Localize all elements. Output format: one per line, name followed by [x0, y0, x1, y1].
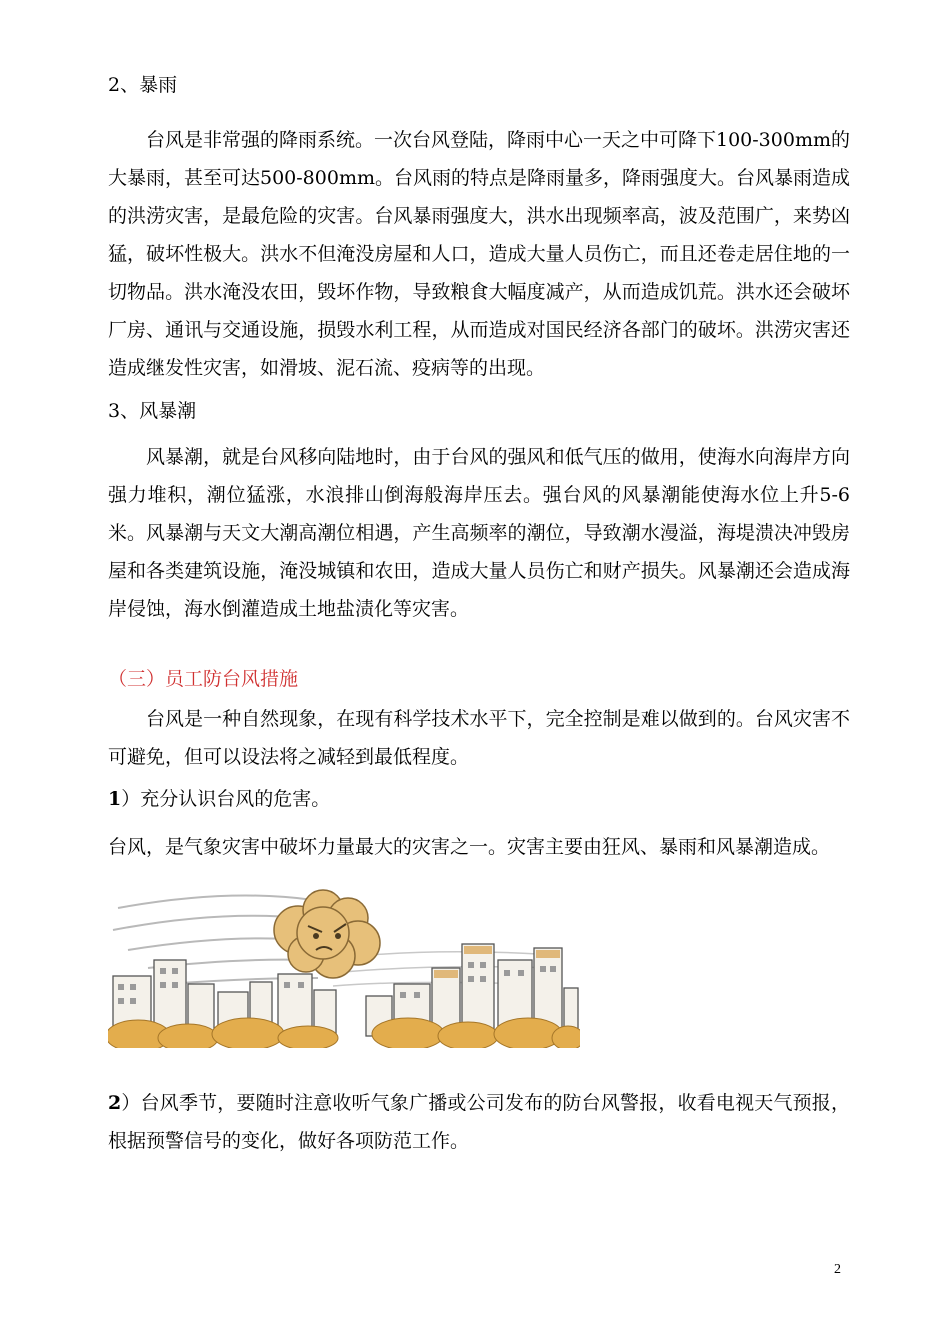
page-number: 2	[834, 1262, 841, 1277]
item-1-number: 1	[108, 788, 122, 810]
item-1-body: 台风，是气象灾害中破坏力量最大的灾害之一。灾害主要由狂风、暴雨和风暴潮造成。	[108, 836, 831, 858]
rain-paragraph: 台风是非常强的降雨系统。一次台风登陆，降雨中心一天之中可降下100-300mm的大暴雨，甚至可达500-800mm。台风雨的特点是降雨量多，降雨强度大。台风暴雨造成的洪涝灾害，是最危险的灾害。台风暴雨强度大，洪水出现频率高，波及范围广，来势凶猛，破坏性极大。洪水不但淹没房屋和人口，造成大量人员伤亡，而且还卷走居住地的一切物品。洪水淹没农田，毁坏作物，导致粮食大幅度减产，从而造成饥荒。洪水还会破坏厂房、通讯与交通设施，损毁水利工程，从而造成对国民经济各部门的破坏。洪涝灾害还造成继发性灾害，如滑坡、泥石流、疫病等的出现。	[108, 129, 850, 379]
item-2-text: ）台风季节，要随时注意收听气象广播或公司发布的防台风警报，收看电视天气预报，根据预警信号的变化，做好各项防范工作。	[108, 1092, 850, 1152]
measures-intro: 台风是一种自然现象，在现有科学技术水平下，完全控制是难以做到的。台风灾害不可避免，但可以设法将之减轻到最低程度。	[108, 708, 850, 768]
measures-heading: （三）员工防台风措施	[108, 668, 299, 690]
item-2-number: 2	[108, 1092, 122, 1114]
rain-heading: 2、暴雨	[108, 74, 178, 96]
item-1-title: ）充分认识台风的危害。	[121, 788, 331, 810]
item-1	[108, 784, 330, 814]
surge-heading: 3、风暴潮	[108, 400, 197, 422]
typhoon-city-illustration-icon	[108, 888, 580, 1048]
item-2	[108, 1084, 850, 1160]
surge-paragraph: 风暴潮，就是台风移向陆地时，由于台风的强风和低气压的做用，使海水向海岸方向强力堆积，潮位猛涨，水浪排山倒海般海岸压去。强台风的风暴潮能使海水位上升5-6米。风暴潮与天文大潮高潮位相遇，产生高频率的潮位，导致潮水漫溢，海堤溃决冲毁房屋和各类建筑设施，淹没城镇和农田，造成大量人员伤亡和财产损失。风暴潮还会造成海岸侵蚀，海水倒灌造成土地盐渍化等灾害。	[108, 446, 850, 620]
